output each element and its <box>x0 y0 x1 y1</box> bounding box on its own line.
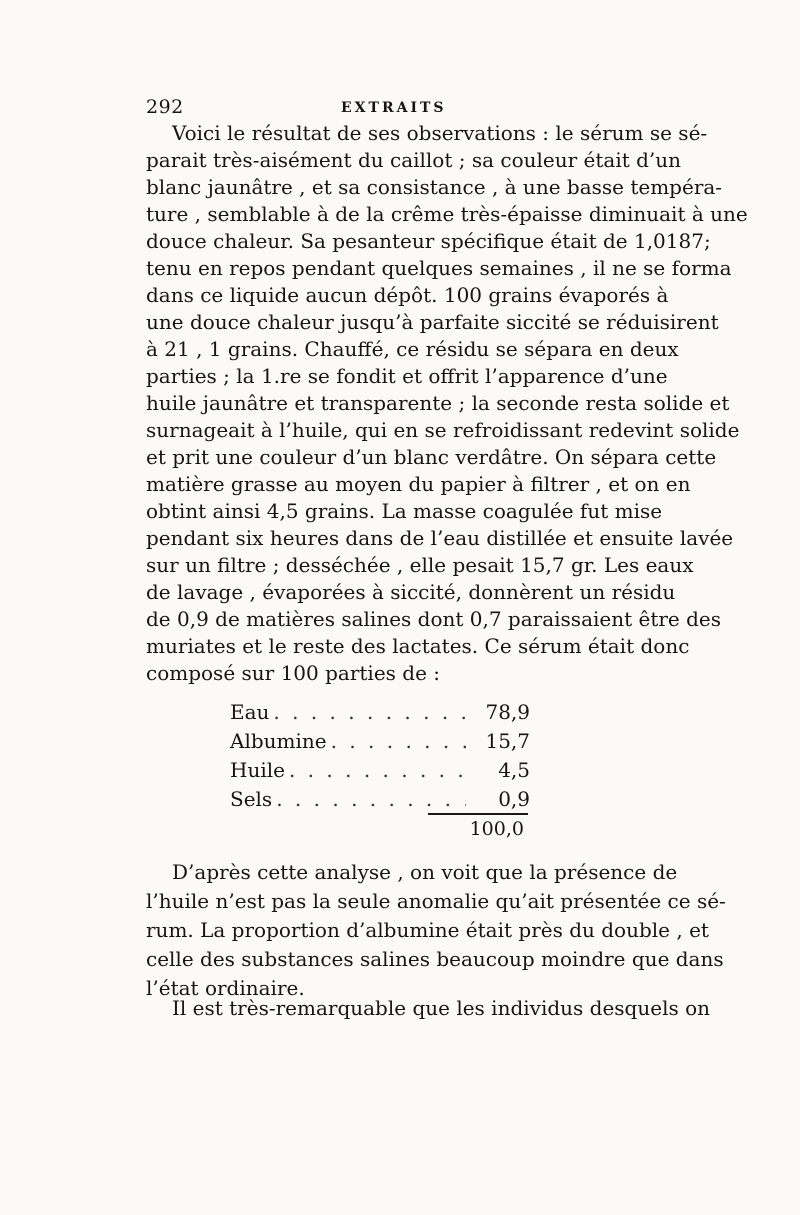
row-label: Huile <box>230 758 285 782</box>
text-line: pendant six heures dans de l’eau distillée et ensuite lavée <box>146 526 734 550</box>
text-line: de 0,9 de matières salines dont 0,7 paraissaient être des <box>146 607 722 631</box>
page-number: 292 <box>146 96 184 118</box>
dot-leader <box>273 698 466 727</box>
dot-leader <box>276 785 466 814</box>
text-line: l’huile n’est pas la seule anomalie qu’ait présentée ce sé- <box>146 889 726 913</box>
paragraph-analysis <box>146 858 726 1003</box>
page-header <box>146 96 651 120</box>
text-line: douce chaleur. Sa pesanteur spécifique était de 1,0187; <box>146 229 711 253</box>
table-total: 100,0 <box>469 818 524 840</box>
text-line: l’état ordinaire. <box>146 976 305 1000</box>
sum-rule <box>428 813 528 815</box>
table-row <box>230 727 530 756</box>
text-line: rum. La proportion d’albumine était près du double , et <box>146 918 709 942</box>
row-label: Sels <box>230 787 273 811</box>
table-row <box>230 756 530 785</box>
text-line: blanc jaunâtre , et sa consistance , à une basse tempéra- <box>146 175 723 199</box>
table-row <box>230 785 530 814</box>
text-line: Voici le résultat de ses observations : le sérum se sé- <box>172 121 708 145</box>
text-line: huile jaunâtre et transparente ; la seconde resta solide et <box>146 391 730 415</box>
dot-leader <box>331 727 466 756</box>
paragraph-remark <box>146 995 711 1022</box>
running-head: EXTRAITS <box>341 100 447 116</box>
text-line: dans ce liquide aucun dépôt. 100 grains évaporés à <box>146 283 669 307</box>
text-line: à 21 , 1 grains. Chauffé, ce résidu se sépara en deux <box>146 337 679 361</box>
text-line: Il est très-remarquable que les individus desquels on <box>172 996 711 1020</box>
paragraph-observations <box>146 120 748 687</box>
row-value: 15,7 <box>485 729 530 753</box>
row-label: Eau <box>230 700 270 724</box>
text-line: celle des substances salines beaucoup moindre que dans <box>146 947 724 971</box>
text-line: matière grasse au moyen du papier à filtrer , et on en <box>146 472 691 496</box>
text-line: de lavage , évaporées à siccité, donnèrent un résidu <box>146 580 676 604</box>
text-line: et prit une couleur d’un blanc verdâtre. On sépara cette <box>146 445 717 469</box>
text-line: surnageait à l’huile, qui en se refroidissant redevint solide <box>146 418 740 442</box>
text-line: sur un filtre ; desséchée , elle pesait 15,7 gr. Les eaux <box>146 553 694 577</box>
composition-table <box>230 698 530 814</box>
text-line: obtint ainsi 4,5 grains. La masse coagulée fut mise <box>146 499 663 523</box>
text-line: une douce chaleur jusqu’à parfaite siccité se réduisirent <box>146 310 719 334</box>
row-value: 0,9 <box>498 787 530 811</box>
text-line: parties ; la 1.re se fondit et offrit l’apparence d’une <box>146 364 668 388</box>
dot-leader <box>289 756 466 785</box>
row-value: 4,5 <box>498 758 530 782</box>
text-line: ture , semblable à de la crême très-épaisse diminuait à une <box>146 202 748 226</box>
text-line: muriates et le reste des lactates. Ce sérum était donc <box>146 634 690 658</box>
table-row <box>230 698 530 727</box>
row-label: Albumine <box>230 729 327 753</box>
text-line: D’après cette analyse , on voit que la présence de <box>172 860 678 884</box>
text-line: parait très-aisément du caillot ; sa couleur était d’un <box>146 148 682 172</box>
row-value: 78,9 <box>485 700 530 724</box>
text-line: tenu en repos pendant quelques semaines , il ne se forma <box>146 256 732 280</box>
text-line: composé sur 100 parties de : <box>146 661 441 685</box>
